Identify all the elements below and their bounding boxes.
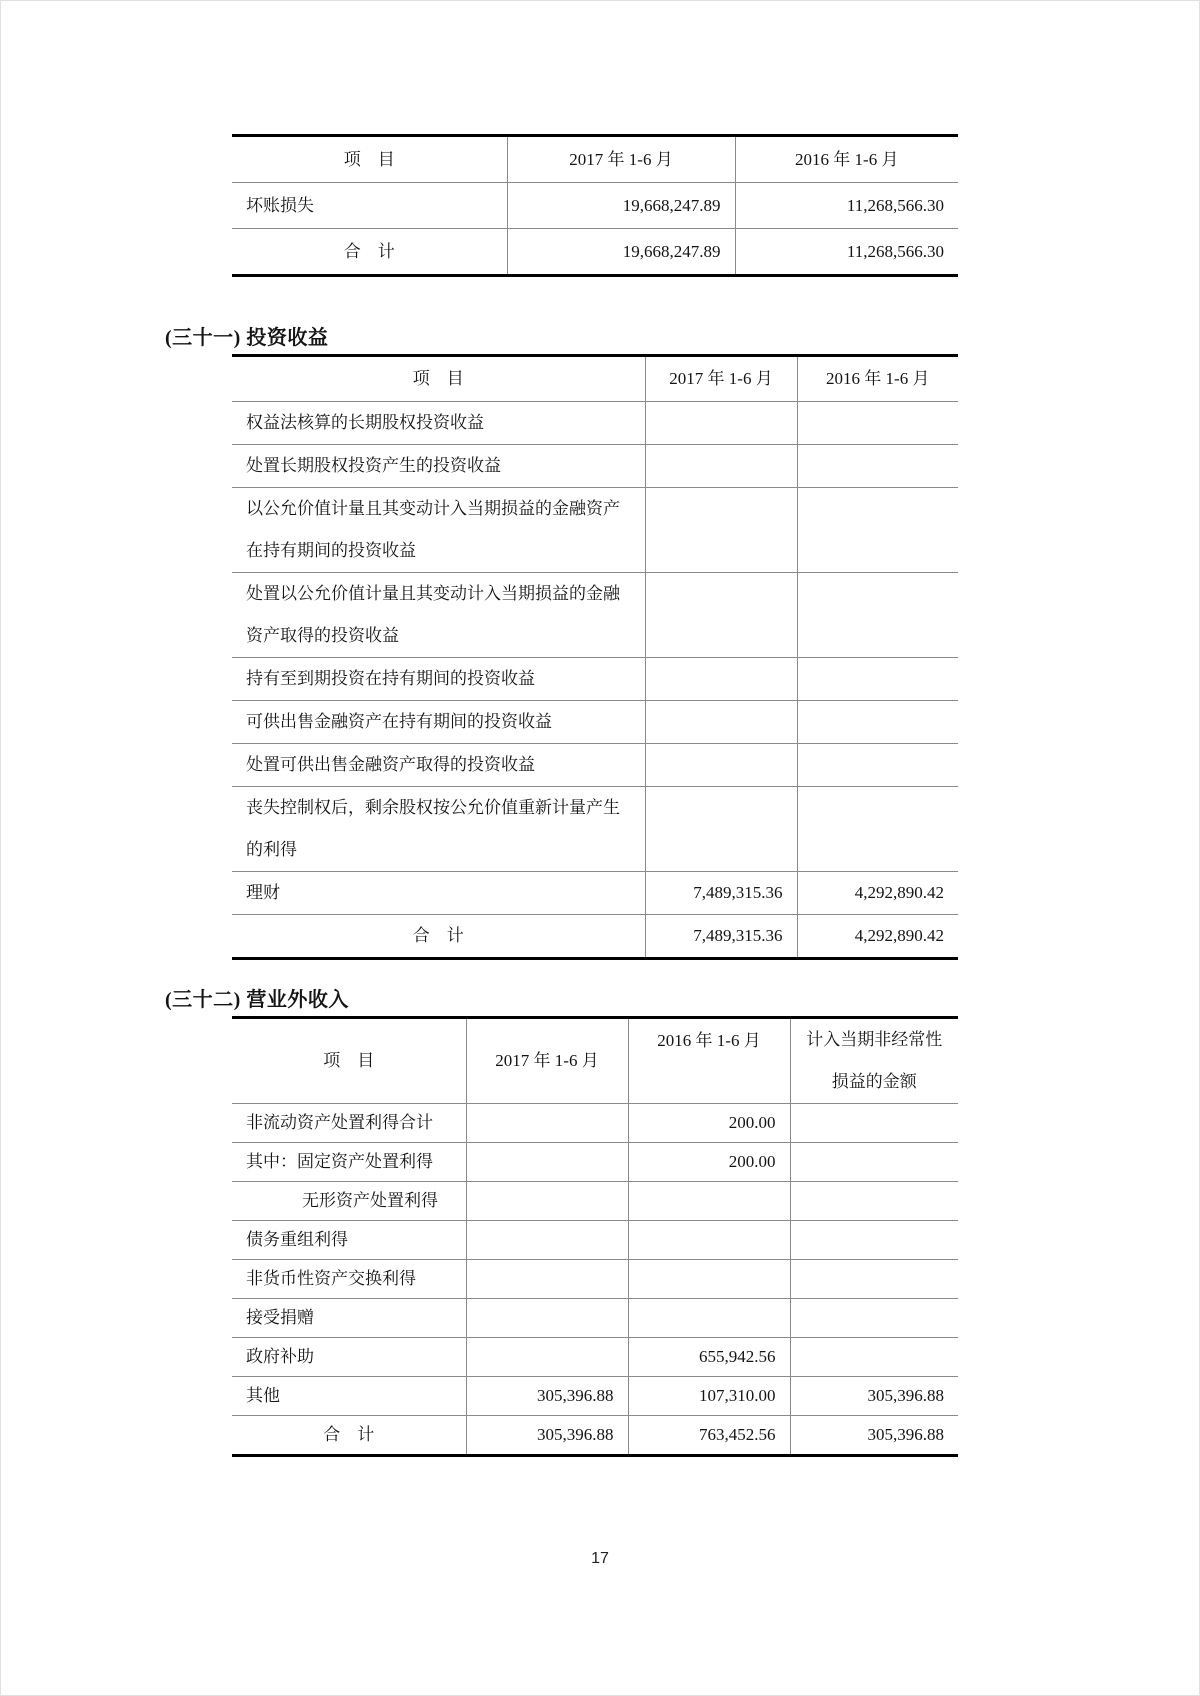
value-cell-2017 [466,1104,628,1143]
item-cell: 持有至到期投资在持有期间的投资收益 [232,658,645,701]
item-cell: 接受捐赠 [232,1299,466,1338]
table-header-row [232,136,958,183]
column-header-2017: 2017 年 1-6 月 [466,1018,628,1104]
value-cell-2016 [797,402,958,445]
value-cell-nonrecurring: 305,396.88 [790,1377,958,1416]
value-cell-2017 [645,744,797,787]
table-row [232,1182,958,1221]
value-cell-2017: 7,489,315.36 [645,915,797,959]
value-cell-2016: 4,292,890.42 [797,915,958,959]
value-cell-nonrecurring [790,1338,958,1377]
non-operating-income-table [232,1016,958,1457]
value-cell-2017: 19,668,247.89 [507,183,735,229]
column-header-2017: 2017 年 1-6 月 [645,356,797,402]
item-cell: 理财 [232,872,645,915]
table-row [232,701,958,744]
item-cell: 无形资产处置利得 [232,1182,466,1221]
value-cell-2016: 107,310.00 [628,1377,790,1416]
table-total-row [232,229,958,276]
item-cell: 合 计 [232,1416,466,1456]
value-cell-2016 [628,1221,790,1260]
item-cell: 其中：固定资产处置利得 [232,1143,466,1182]
value-cell-2017: 19,668,247.89 [507,229,735,276]
table-header-row [232,356,958,402]
value-cell-2016 [628,1182,790,1221]
value-cell-2017 [466,1338,628,1377]
value-cell-nonrecurring [790,1143,958,1182]
item-cell: 坏账损失 [232,183,507,229]
item-cell: 处置可供出售金融资产取得的投资收益 [232,744,645,787]
column-header-item: 项 目 [232,356,645,402]
value-cell-2016: 655,942.56 [628,1338,790,1377]
value-cell-2016 [797,744,958,787]
item-cell: 非流动资产处置利得合计 [232,1104,466,1143]
item-cell: 可供出售金融资产在持有期间的投资收益 [232,701,645,744]
value-cell-nonrecurring [790,1260,958,1299]
bad-debt-loss-table [232,134,958,277]
value-cell-2016: 763,452.56 [628,1416,790,1456]
value-cell-nonrecurring [790,1221,958,1260]
value-cell-2016 [628,1299,790,1338]
table-row [232,1143,958,1182]
item-cell: 处置以公允价值计量且其变动计入当期损益的金融资产取得的投资收益 [232,573,645,658]
value-cell-2016: 200.00 [628,1143,790,1182]
value-cell-2016 [797,445,958,488]
table-total-row [232,1416,958,1456]
value-cell-nonrecurring [790,1182,958,1221]
table-row [232,787,958,872]
column-header-item: 项 目 [232,136,507,183]
table-row [232,658,958,701]
table-row [232,183,958,229]
item-cell: 政府补助 [232,1338,466,1377]
table-row [232,1377,958,1416]
table-row [232,1104,958,1143]
value-cell-2016: 4,292,890.42 [797,872,958,915]
value-cell-2016 [797,787,958,872]
value-cell-2016: 11,268,566.30 [735,183,958,229]
column-header-2017: 2017 年 1-6 月 [507,136,735,183]
table-row [232,402,958,445]
value-cell-2017 [466,1143,628,1182]
value-cell-2017 [466,1182,628,1221]
value-cell-nonrecurring [790,1104,958,1143]
table-row [232,1299,958,1338]
item-cell: 以公允价值计量且其变动计入当期损益的金融资产在持有期间的投资收益 [232,488,645,573]
value-cell-2016: 11,268,566.30 [735,229,958,276]
value-cell-2016 [797,658,958,701]
value-cell-nonrecurring: 305,396.88 [790,1416,958,1456]
item-cell: 合 计 [232,229,507,276]
value-cell-2017 [645,658,797,701]
value-cell-2017 [466,1221,628,1260]
column-header-nonrecurring-line1: 计入当期非经常性 [806,1030,943,1049]
item-cell: 权益法核算的长期股权投资收益 [232,402,645,445]
table-total-row [232,915,958,959]
value-cell-2017 [645,787,797,872]
item-cell: 非货币性资产交换利得 [232,1260,466,1299]
value-cell-2017: 305,396.88 [466,1416,628,1456]
value-cell-2017: 305,396.88 [466,1377,628,1416]
value-cell-2017 [645,701,797,744]
column-header-2016: 2016 年 1-6 月 [735,136,958,183]
table-row [232,488,958,573]
table-row [232,1221,958,1260]
value-cell-2017 [466,1299,628,1338]
column-header-2016: 2016 年 1-6 月 [797,356,958,402]
table-row [232,1338,958,1377]
item-cell: 处置长期股权投资产生的投资收益 [232,445,645,488]
column-header-2016: 2016 年 1-6 月 [628,1018,790,1104]
item-cell: 合 计 [232,915,645,959]
value-cell-2017 [645,445,797,488]
item-cell: 债务重组利得 [232,1221,466,1260]
value-cell-2016 [628,1260,790,1299]
value-cell-2016 [797,488,958,573]
value-cell-2017 [645,488,797,573]
table-row [232,744,958,787]
page-number: 17 [591,1550,609,1567]
table-row [232,1260,958,1299]
item-cell: 丧失控制权后，剩余股权按公允价值重新计量产生的利得 [232,787,645,872]
item-cell: 其他 [232,1377,466,1416]
section-heading-investment-income: (三十一) 投资收益 [165,327,329,349]
investment-income-table [232,354,958,960]
table-row [232,445,958,488]
value-cell-2017: 7,489,315.36 [645,872,797,915]
value-cell-2016 [797,701,958,744]
section-heading-non-operating-income: (三十二) 营业外收入 [165,989,349,1011]
column-header-item: 项 目 [232,1018,466,1104]
table-row [232,872,958,915]
value-cell-2017 [466,1260,628,1299]
value-cell-2017 [645,573,797,658]
value-cell-2017 [645,402,797,445]
value-cell-nonrecurring [790,1299,958,1338]
value-cell-2016: 200.00 [628,1104,790,1143]
table-header-row [232,1018,958,1104]
value-cell-2016 [797,573,958,658]
table-row [232,573,958,658]
column-header-nonrecurring [790,1018,958,1104]
column-header-nonrecurring-line2: 损益的金额 [831,1072,917,1091]
